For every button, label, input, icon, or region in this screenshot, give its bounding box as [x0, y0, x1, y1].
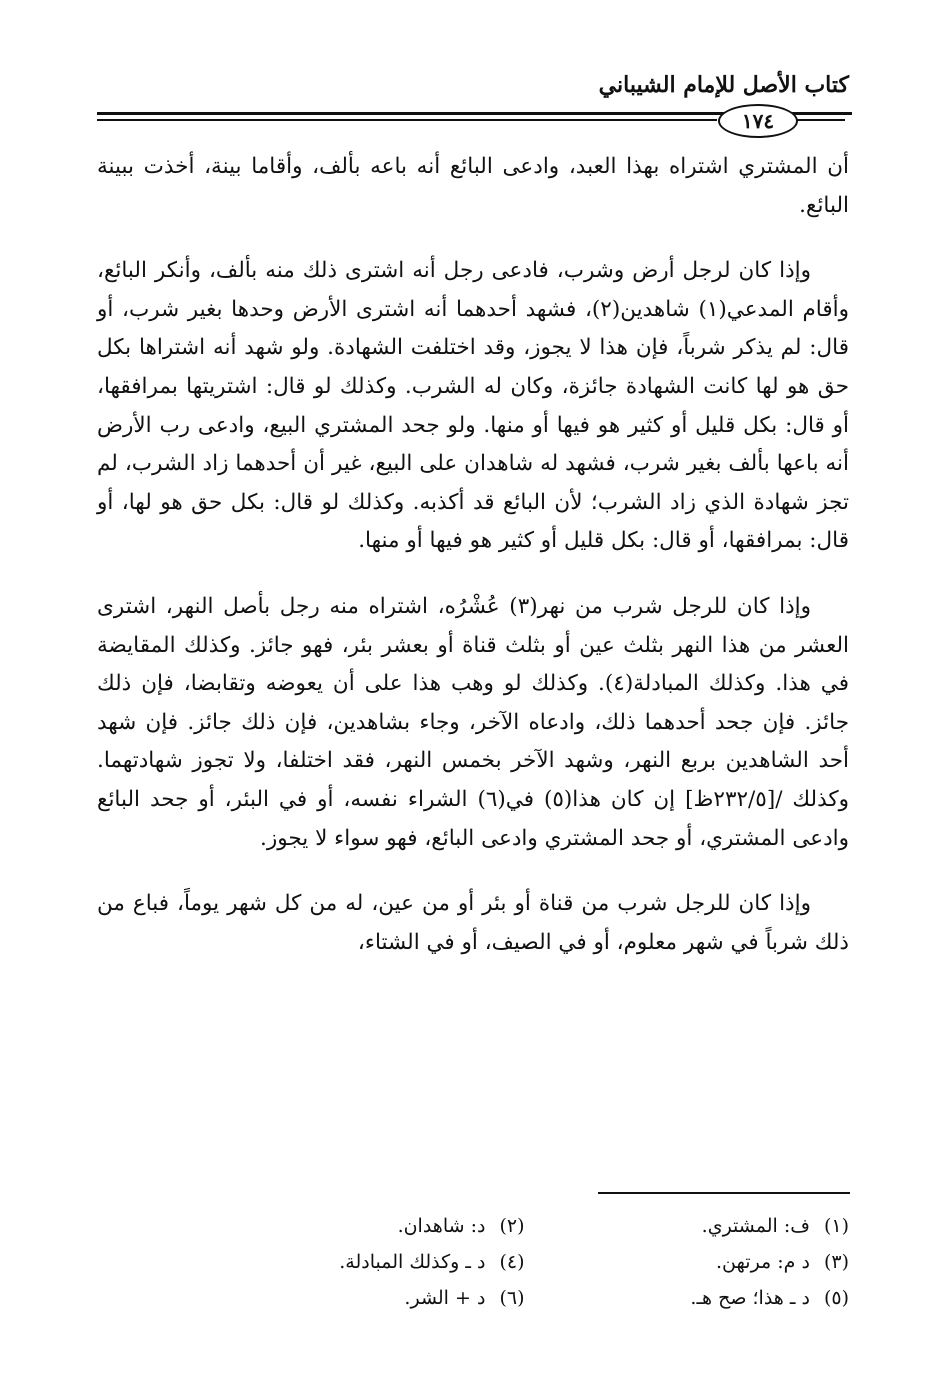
footnote	[525, 1244, 850, 1280]
footnote-number: (١)	[823, 1215, 849, 1237]
paragraph: وإذا كان للرجل شرب من قناة أو بئر أو من عين، له من كل شهر يوماً، فباع من ذلك شرباً في شهر معلوم، أو في الصيف، أو في الشتاء،	[97, 891, 849, 955]
footnote-number: (٥)	[823, 1287, 849, 1309]
paragraph: وإذا كان لرجل أرض وشرب، فادعى رجل أنه اشترى ذلك منه بألف، وأنكر البائع، وأقام المدعي(١) شاهدين(٢)، فشهد أحدهما أنه اشترى الأرض وحدها بغير شرب، أو قال: لم يذكر شرباً، فإن هذا لا يجوز، وقد اختلفت الشهادة. ولو شهد أنه اشتراها بكل حق هو لها كانت الشهادة جائزة، وكان له الشرب. وكذلك لو قال: اشتريتها بمرافقها، أو قال: بكل قليل أو كثير هو فيها أو منها. ولو جحد المشتري البيع، وادعى رب الأرض أنه باعها بألف بغير شرب، فشهد له شاهدان على البيع، غير أن أحدهما زاد الشرب، لم تجز شهادة الذي زاد الشرب؛ لأن البائع قد أكذبه. وكذلك لو قال: بكل حق هو لها، أو قال: بمرافقها، أو قال: بكل قليل أو كثير هو فيها أو منها.	[97, 258, 849, 554]
footnote-text: ف: المشتري.	[701, 1215, 810, 1237]
footnote-text: د + الشر.	[404, 1287, 486, 1309]
footnotes	[200, 1208, 849, 1316]
footnote	[525, 1208, 850, 1244]
footnote	[525, 1280, 850, 1316]
running-header-title: كتاب الأصل للإمام الشيباني	[598, 72, 849, 98]
paragraph: أن المشتري اشتراه بهذا العبد، وادعى البائع أنه باعه بألف، وأقاما بينة، أخذت ببينة البائع.	[97, 154, 849, 218]
footnote-row	[200, 1244, 849, 1280]
footnote-number: (٢)	[499, 1215, 525, 1237]
footnote-separator	[598, 1192, 850, 1194]
footnote	[200, 1280, 525, 1316]
footnote-text: د: شاهدان.	[397, 1215, 486, 1237]
footnote-number: (٦)	[499, 1287, 525, 1309]
paragraph: وإذا كان للرجل شرب من نهر(٣) عُشْرُه، اشتراه منه رجل بأصل النهر، اشترى العشر من هذا النهر بثلث عين أو بثلث قناة أو بعشر بئر، فهو جائز. وكذلك المقايضة في هذا. وكذلك المبادلة(٤). وكذلك لو وهب هذا على أن يعوضه وتقابضا، فإن ذلك جائز. فإن جحد أحدهما ذلك، وادعاه الآخر، وجاء بشاهدين، فإن ذلك جائز. فإن شهد أحد الشاهدين بربع النهر، وشهد الآخر بخمس النهر، فقد اختلفا، ولا تجوز شهادتهما. وكذلك /[٢٣٢/٥ظ] إن كان هذا(٥) في(٦) الشراء نفسه، أو في البئر، أو جحد البائع وادعى المشتري، أو جحد المشتري وادعى البائع، فهو سواء لا يجوز.	[97, 593, 849, 851]
header-rule-stub	[795, 119, 845, 121]
footnote-text: د ـ هذا؛ صح هـ.	[690, 1287, 810, 1309]
footnote-row	[200, 1208, 849, 1244]
footnote-number: (٣)	[823, 1251, 849, 1273]
footnote-text: د ـ وكذلك المبادلة.	[339, 1251, 486, 1273]
footnote	[200, 1244, 525, 1280]
footnote-number: (٤)	[499, 1251, 525, 1273]
footnote-text: د م: مرتهن.	[716, 1251, 810, 1273]
page-number-badge: ١٧٤	[718, 104, 798, 138]
header-rule-thin	[97, 119, 717, 121]
footnote-row	[200, 1280, 849, 1316]
footnote	[200, 1208, 525, 1244]
main-text	[97, 148, 849, 989]
